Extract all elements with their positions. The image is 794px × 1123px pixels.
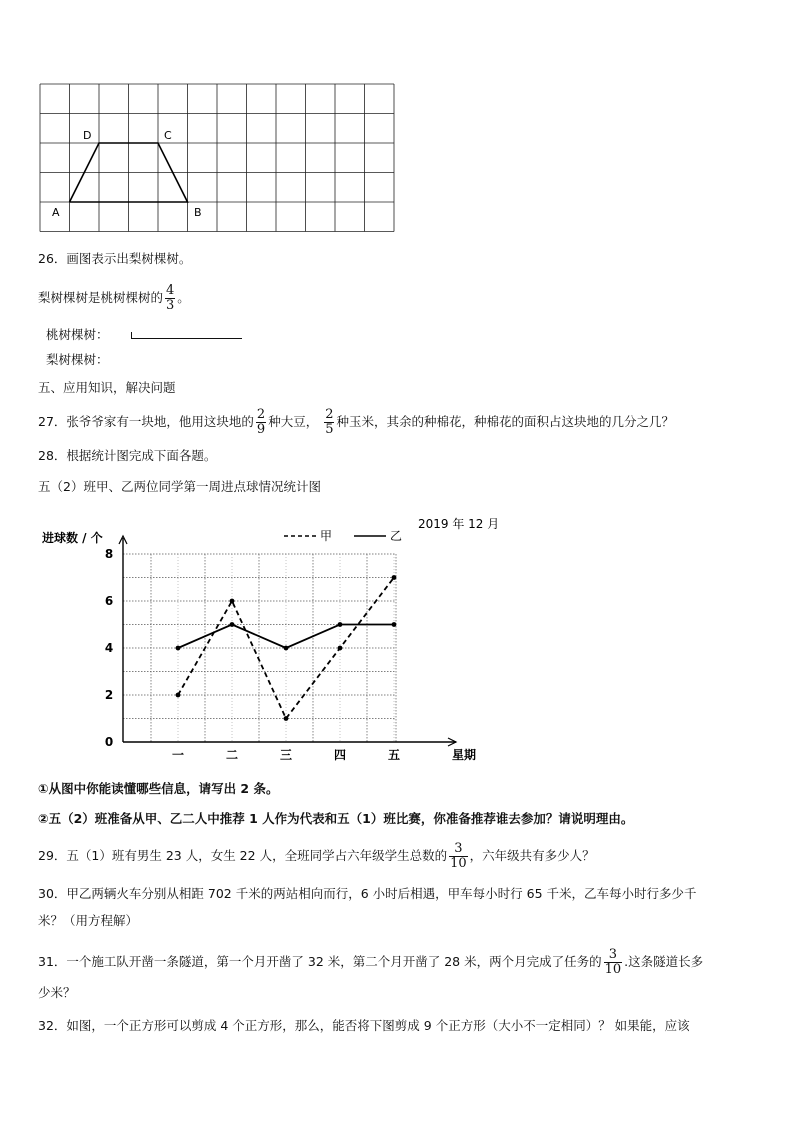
chart-text (41, 516, 499, 762)
peach-segment (131, 332, 242, 339)
q26-peach-row (46, 325, 242, 345)
fraction-3-10-b: $\frac{3}{10}$ (604, 947, 622, 977)
q26-title: 26．画图表示出梨树棵树。 (38, 251, 192, 266)
x-axis-label: 星期 (452, 748, 477, 762)
fraction-2-9: $\frac{2}{9}$ (256, 407, 266, 437)
x-tick-label: 一 (171, 748, 185, 762)
chart-title: 五（2）班甲、乙两位同学第一周进点球情况统计图 (38, 479, 321, 494)
x-tick-label: 五 (387, 748, 401, 762)
trapezoid-grid (38, 82, 398, 234)
q28-sub2: ②五（2）班准备从甲、乙二人中推荐 1 人作为代表和五（1）班比赛，你准备推荐谁去参加？请说明理由。 (38, 811, 634, 826)
data-point (284, 646, 289, 651)
q30-line1: 30．甲乙两辆火车分别从相距 702 千米的两站相向而行，6 小时后相遇，甲车每小时行 65 千米，乙车每小时行多少千 (38, 886, 697, 901)
section-5-heading: 五、应用知识，解决问题 (38, 380, 176, 395)
q29-pre: 29．五（1）班有男生 23 人，女生 22 人，全班同学占六年级学生总数的 (38, 848, 448, 863)
legend-label: 乙 (390, 529, 403, 543)
label-a: A (52, 206, 60, 219)
data-point (338, 622, 343, 627)
q26-stmt-post: 。 (177, 290, 190, 305)
line-chart (38, 510, 508, 766)
q31-pre: 31．一个施工队开凿一条隧道，第一个月开凿了 32 米，第二个月开凿了 28 米，两个月完成了任务的 (38, 954, 602, 969)
q31-post: .这条隧道长多 (624, 954, 704, 969)
x-tick-label: 三 (279, 748, 293, 762)
data-point (392, 575, 397, 580)
q26-statement (38, 284, 190, 313)
peach-label: 桃树棵树： (46, 327, 109, 342)
q31 (38, 948, 703, 977)
grid-lines (40, 84, 394, 232)
data-point (176, 646, 181, 651)
y-tick-label: 4 (104, 641, 114, 655)
y-tick-label: 2 (104, 688, 114, 702)
q26-stmt-pre: 梨树棵树是桃树棵树的 (38, 290, 164, 305)
x-tick-label: 二 (225, 748, 239, 762)
q27-post: 种玉米，其余的种棉花，种棉花的面积占这块地的几分之几？ (336, 414, 674, 429)
label-b: B (194, 206, 202, 219)
q32: 32．如图，一个正方形可以剪成 4 个正方形，那么，能否将下图剪成 9 个正方形（大小不一定相同）？ 如果能，应该 (38, 1018, 690, 1033)
fraction-2-5: $\frac{2}{5}$ (325, 407, 334, 437)
data-point (230, 599, 235, 604)
label-c: C (164, 129, 172, 142)
fraction-4-3: $\frac{4}{3}$ (166, 283, 175, 313)
q28-text: 28．根据统计图完成下面各题。 (38, 448, 217, 463)
x-tick-label: 四 (333, 748, 347, 762)
data-point (284, 716, 289, 721)
q29 (38, 842, 595, 871)
pear-label: 梨树棵树： (46, 352, 109, 367)
date-label: 2019 年 12 月 (418, 517, 500, 531)
q31-line2: 少米？ (38, 985, 76, 1000)
chart-axes (119, 536, 456, 746)
data-point (338, 646, 343, 651)
data-point (392, 622, 397, 627)
q26-pear-row (46, 350, 109, 370)
y-axis-label: 进球数 / 个 (42, 531, 103, 545)
q27-pre: 27．张爷爷家有一块地，他用这块地的 (38, 414, 254, 429)
q27-mid: 种大豆， (268, 414, 319, 429)
fraction-3-10-a: $\frac{3}{10}$ (450, 841, 467, 871)
y-tick-label: 6 (104, 594, 114, 608)
data-point (176, 693, 181, 698)
q30-line2: 米？（用方程解） (38, 913, 139, 928)
legend-label: 甲 (320, 529, 333, 543)
y-tick-label: 0 (104, 735, 114, 749)
q27 (38, 408, 674, 437)
q28-sub1: ①从图中你能读懂哪些信息，请写出 2 条。 (38, 781, 279, 796)
data-point (230, 622, 235, 627)
chart-grid (123, 554, 396, 742)
q29-post: ，六年级共有多少人？ (469, 848, 595, 863)
y-tick-label: 8 (104, 547, 114, 561)
label-d: D (83, 129, 92, 142)
